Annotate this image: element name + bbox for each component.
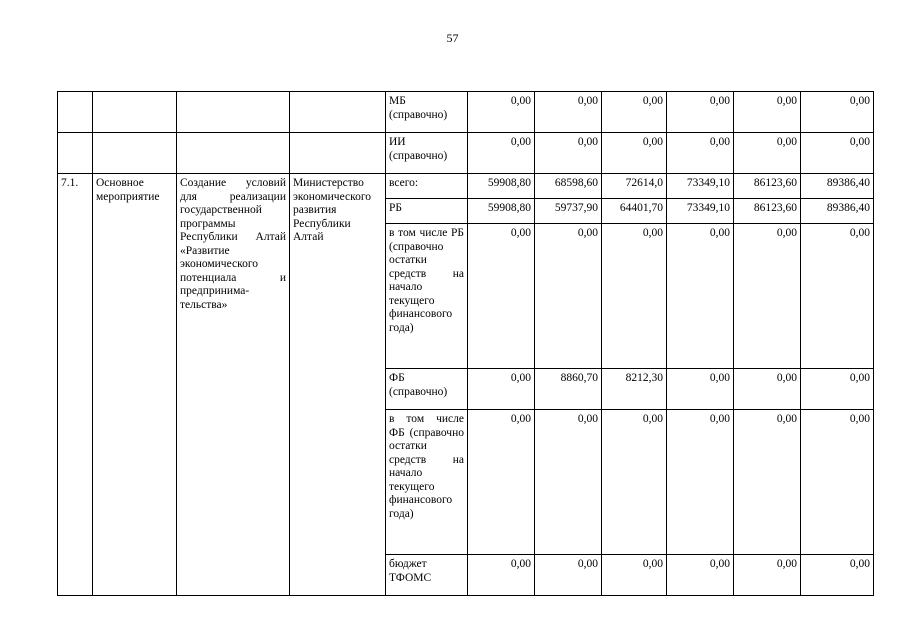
value-cell: 0,00 [535, 555, 602, 596]
value-cell: 0,00 [734, 92, 801, 133]
value-cell: 0,00 [667, 410, 734, 555]
value-cell: 0,00 [535, 133, 602, 174]
value-cell: 0,00 [535, 224, 602, 369]
value-cell: 0,00 [667, 133, 734, 174]
source-cell: ФБ (справочно) [386, 369, 468, 410]
source-cell: в том числе ФБ (справочно остатки средств на начало текущего финансового года) [386, 410, 468, 555]
item-executor: Министерство экономического развития Республики Алтай [290, 174, 386, 596]
value-cell: 59908,80 [468, 199, 535, 224]
name-cell-empty [177, 92, 290, 133]
table-row [58, 133, 874, 174]
value-cell: 0,00 [801, 133, 874, 174]
type-cell-empty [93, 133, 177, 174]
value-cell: 0,00 [602, 224, 667, 369]
value-cell: 59737,90 [535, 199, 602, 224]
value-cell: 0,00 [468, 555, 535, 596]
number-cell-empty [58, 133, 93, 174]
value-cell: 0,00 [468, 410, 535, 555]
value-cell: 0,00 [468, 92, 535, 133]
funding-table [57, 91, 874, 596]
name-cell-empty [177, 133, 290, 174]
source-cell: РБ [386, 199, 468, 224]
value-cell: 59908,80 [468, 174, 535, 199]
value-cell: 0,00 [667, 555, 734, 596]
value-cell: 0,00 [535, 410, 602, 555]
item-type: Основное мероприятие [93, 174, 177, 596]
source-cell: всего: [386, 174, 468, 199]
item-name: Создание условий для реализации государственной программы Республики Алтай «Развитие экономического потенциала и предпринима-тельства» [177, 174, 290, 596]
value-cell: 0,00 [734, 410, 801, 555]
value-cell: 0,00 [602, 410, 667, 555]
source-cell: в том числе РБ (справочно остатки средств на начало текущего финансового года) [386, 224, 468, 369]
value-cell: 0,00 [602, 92, 667, 133]
source-cell: МБ (справочно) [386, 92, 468, 133]
value-cell: 0,00 [801, 410, 874, 555]
value-cell: 0,00 [602, 555, 667, 596]
value-cell: 0,00 [801, 224, 874, 369]
value-cell: 0,00 [734, 224, 801, 369]
source-cell: ИИ (справочно) [386, 133, 468, 174]
value-cell: 64401,70 [602, 199, 667, 224]
value-cell: 0,00 [468, 224, 535, 369]
value-cell: 0,00 [667, 224, 734, 369]
value-cell: 8860,70 [535, 369, 602, 410]
value-cell: 0,00 [468, 369, 535, 410]
value-cell: 72614,0 [602, 174, 667, 199]
value-cell: 68598,60 [535, 174, 602, 199]
number-cell-empty [58, 92, 93, 133]
executor-cell-empty [290, 133, 386, 174]
value-cell: 8212,30 [602, 369, 667, 410]
value-cell: 73349,10 [667, 174, 734, 199]
type-cell-empty [93, 92, 177, 133]
value-cell: 0,00 [468, 133, 535, 174]
source-cell: бюджет ТФОМС [386, 555, 468, 596]
value-cell: 0,00 [734, 133, 801, 174]
value-cell: 0,00 [734, 555, 801, 596]
executor-cell-empty [290, 92, 386, 133]
item-number: 7.1. [58, 174, 93, 596]
value-cell: 0,00 [801, 92, 874, 133]
value-cell: 0,00 [734, 369, 801, 410]
value-cell: 0,00 [535, 92, 602, 133]
value-cell: 73349,10 [667, 199, 734, 224]
table-row [58, 92, 874, 133]
value-cell: 0,00 [667, 369, 734, 410]
value-cell: 0,00 [801, 369, 874, 410]
value-cell: 86123,60 [734, 199, 801, 224]
page-number: 57 [446, 31, 459, 45]
value-cell: 89386,40 [801, 174, 874, 199]
value-cell: 0,00 [667, 92, 734, 133]
value-cell: 86123,60 [734, 174, 801, 199]
value-cell: 0,00 [602, 133, 667, 174]
table-row [58, 174, 874, 199]
value-cell: 0,00 [801, 555, 874, 596]
value-cell: 89386,40 [801, 199, 874, 224]
